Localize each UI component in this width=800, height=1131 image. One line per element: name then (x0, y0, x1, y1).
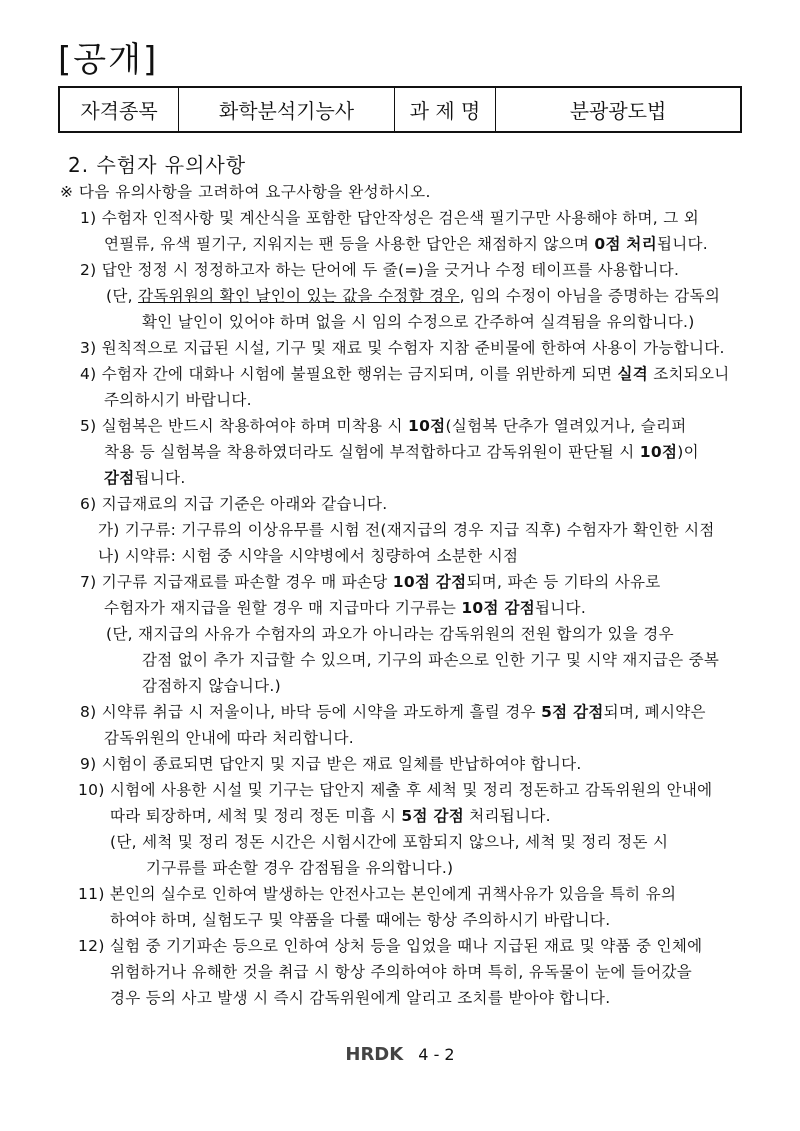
line-text: 7) 기구류 지급재료를 파손할 경우 매 파손당 (80, 573, 393, 591)
line-text: 됩니다. (134, 469, 186, 487)
line-text: (단, (106, 287, 139, 305)
footer (0, 1044, 800, 1065)
line-text: 가) 기구류: 기구류의 이상유무를 시험 전(재지급의 경우 지급 직후) 수험자가 확인한 시점 (98, 521, 715, 539)
line-text: 4) 수험자 간에 대화나 시험에 불필요한 행위는 금지되며, 이를 위반하게 되면 (80, 365, 618, 383)
line-text: 5) 실험복은 반드시 착용하여야 하며 미착용 시 (80, 417, 409, 435)
value-qualification: 화학분석기능사 (179, 87, 395, 132)
page-number: 4 - 2 (418, 1045, 455, 1064)
info-table (58, 86, 742, 133)
line-text: 주의하시기 바랍니다. (104, 391, 252, 409)
line-text: )이 (677, 443, 699, 461)
line-text: 12) 실험 중 기기파손 등으로 인하여 상처 등을 입었을 때나 지급된 재료 및 약품 중 인체에 (78, 937, 703, 955)
notice-line (80, 337, 725, 359)
line-text: 경우 등의 사고 발생 시 즉시 감독위원에게 알리고 조치를 받아야 합니다. (110, 989, 611, 1007)
notice-line (142, 649, 719, 671)
emphasis-text: 감점 (104, 469, 135, 487)
line-text: 확인 날인이 있어야 하며 없을 시 임의 수정으로 간주하여 실격됨을 유의합니다.) (142, 313, 695, 331)
line-text: 감점 없이 추가 지급할 수 있으며, 기구의 파손으로 인한 기구 및 시약 재지급은 중복 (142, 651, 720, 669)
notice-line (142, 311, 695, 333)
notice-line (104, 727, 354, 749)
line-text: 조치되오니 (647, 365, 730, 383)
notice-line (104, 441, 699, 463)
intro-notice: ※ 다음 유의사항을 고려하여 요구사항을 완성하시오. (60, 183, 431, 201)
notice-line (106, 285, 720, 307)
emphasis-text: 실격 (617, 365, 648, 383)
line-text: 되며, 파손 등 기타의 사유로 (466, 573, 661, 591)
line-text: 되며, 폐시약은 (603, 703, 706, 721)
line-text: 위험하거나 유해한 것을 취급 시 항상 주의하여야 하며 특히, 유독물이 눈에 들어갔을 (110, 963, 693, 981)
line-text: 6) 지급재료의 지급 기준은 아래와 같습니다. (80, 495, 388, 513)
notice-line (80, 753, 582, 775)
line-text: 1) 수험자 인적사항 및 계산식을 포함한 답안작성은 검은색 필기구만 사용해야 하며, 그 외 (80, 209, 700, 227)
notice-line (78, 883, 676, 905)
notice-line (110, 961, 692, 983)
emphasis-text: 0점 처리 (594, 235, 657, 253)
notice-line (98, 519, 715, 541)
notice-line (80, 207, 699, 229)
notice-line (78, 779, 712, 801)
line-text: , 임의 수정이 아님을 증명하는 감독의 (459, 287, 721, 305)
section-title: 2. 수험자 유의사항 (68, 153, 247, 177)
line-text: 하여야 하며, 실험도구 및 약품을 다룰 때에는 항상 주의하시기 바랍니다. (110, 911, 611, 929)
line-text: 됩니다. (535, 599, 587, 617)
line-text: (단, 세척 및 정리 정돈 시간은 시험시간에 포함되지 않으나, 세척 및 정리 정돈 시 (110, 833, 669, 851)
line-text: 연필류, 유색 필기구, 지워지는 팬 등을 사용한 답안은 채점하지 않으며 (104, 235, 595, 253)
notice-line (80, 493, 388, 515)
line-text: 감독위원의 안내에 따라 처리합니다. (104, 729, 355, 747)
line-text: 감점하지 않습니다.) (142, 677, 281, 695)
emphasis-text: 감독위원의 확인 날인이 있는 값을 수정할 경우 (138, 287, 460, 305)
notice-line (104, 467, 186, 489)
notice-line (98, 545, 518, 567)
line-text: 10) 시험에 사용한 시설 및 기구는 답안지 제출 후 세척 및 정리 정돈하고 감독위원의 안내에 (78, 781, 713, 799)
notice-line (104, 597, 586, 619)
line-text: 나) 시약류: 시험 중 시약을 시약병에서 칭량하여 소분한 시점 (98, 547, 519, 565)
notice-line (78, 935, 702, 957)
notice-line (80, 259, 679, 281)
emphasis-text: 10점 감점 (392, 573, 467, 591)
notice-line (110, 987, 610, 1009)
notice-line (104, 389, 252, 411)
public-tag: [공개] (58, 40, 159, 80)
notice-line (80, 701, 706, 723)
line-text: 2) 답안 정정 시 정정하고자 하는 단어에 두 줄(=)을 긋거나 수정 테이프를 사용합니다. (80, 261, 680, 279)
emphasis-text: 5점 감점 (541, 703, 604, 721)
line-text: (실험복 단추가 열려있거나, 슬리퍼 (445, 417, 687, 435)
label-qualification: 자격종목 (59, 87, 179, 132)
notice-line (106, 623, 674, 645)
line-text: 기구류를 파손할 경우 감점됨을 유의합니다.) (146, 859, 454, 877)
emphasis-text: 10점 (408, 417, 446, 435)
emphasis-text: 5점 감점 (401, 807, 465, 825)
notice-line (80, 363, 730, 385)
label-task-name: 과 제 명 (395, 87, 496, 132)
line-text: 3) 원칙적으로 지급된 시설, 기구 및 재료 및 수험자 지참 준비물에 한하여 사용이 가능합니다. (80, 339, 725, 357)
line-text: 9) 시험이 종료되면 답안지 및 지급 받은 재료 일체를 반납하여야 합니다. (80, 755, 582, 773)
notice-line (80, 415, 687, 437)
notice-line (80, 571, 661, 593)
emphasis-text: 10점 감점 (461, 599, 536, 617)
line-text: 따라 퇴장하며, 세척 및 정리 정돈 미흡 시 (110, 807, 402, 825)
notice-line (142, 675, 281, 697)
notice-line (146, 857, 453, 879)
line-text: 됩니다. (656, 235, 709, 253)
hrdk-logo: HRDK (345, 1044, 404, 1065)
notice-line (104, 233, 708, 255)
line-text: 착용 등 실험복을 착용하였더라도 실험에 부적합하다고 감독위원이 판단될 시 (104, 443, 640, 461)
notice-line (110, 909, 610, 931)
value-task-name: 분광광도법 (496, 87, 742, 132)
line-text: 11) 본인의 실수로 인하여 발생하는 안전사고는 본인에게 귀책사유가 있음을 특히 유의 (78, 885, 677, 903)
line-text: 수험자가 재지급을 원할 경우 매 지급마다 기구류는 (104, 599, 462, 617)
line-text: 8) 시약류 취급 시 저울이나, 바닥 등에 시약을 과도하게 흘릴 경우 (80, 703, 542, 721)
line-text: (단, 재지급의 사유가 수험자의 과오가 아니라는 감독위원의 전원 합의가 있을 경우 (106, 625, 674, 643)
notice-line (110, 805, 551, 827)
emphasis-text: 10점 (639, 443, 678, 461)
notice-line (110, 831, 668, 853)
line-text: 처리됩니다. (464, 807, 551, 825)
